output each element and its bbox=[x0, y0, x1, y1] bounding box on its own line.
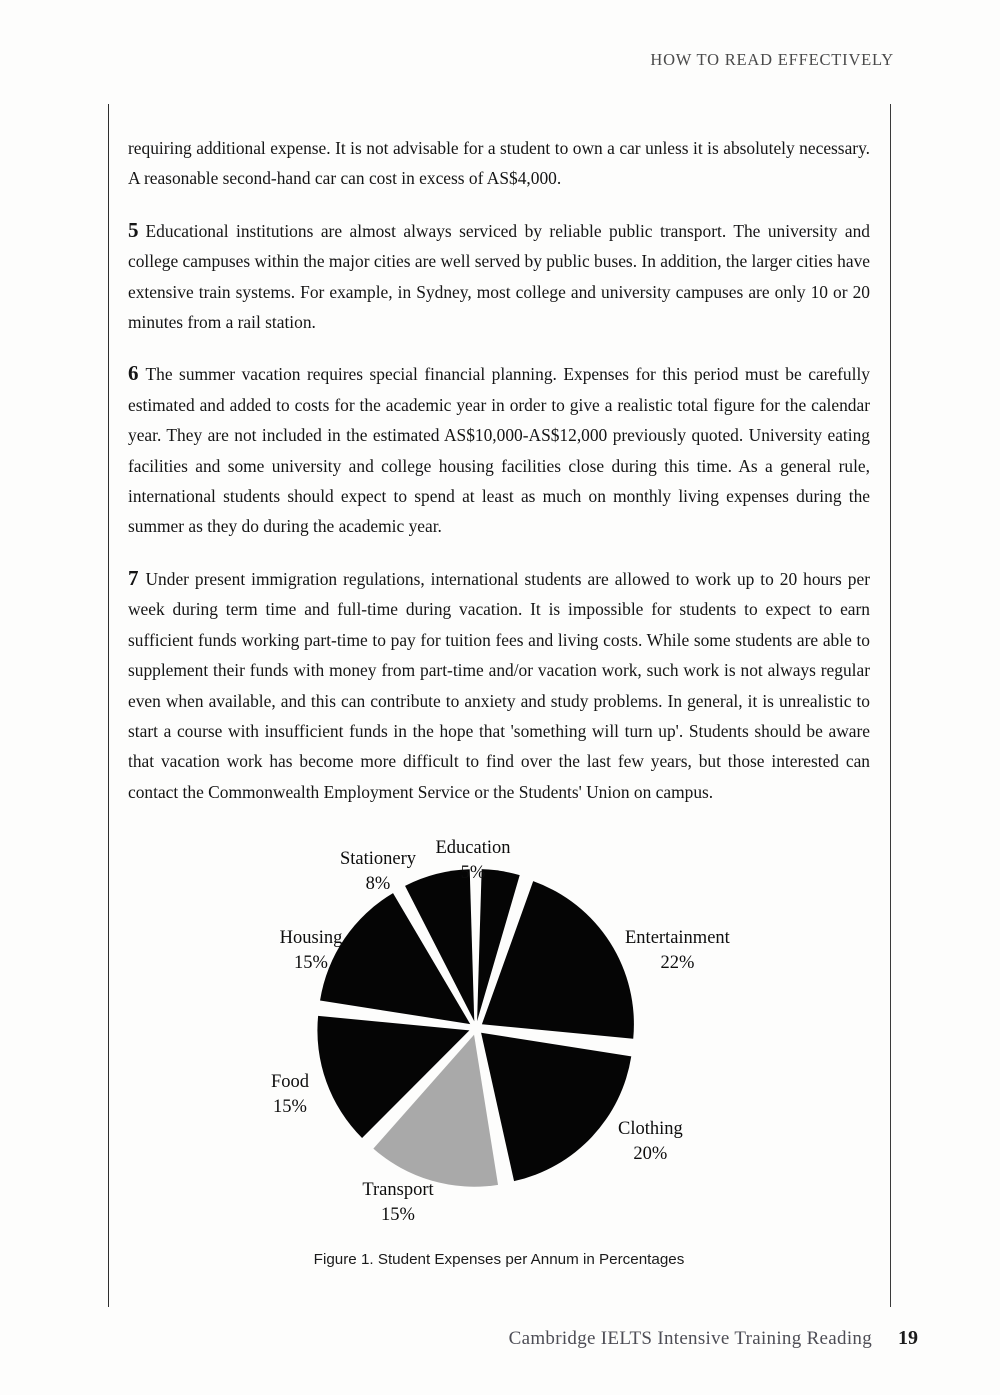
page-edge-rule-right bbox=[890, 104, 891, 1307]
paragraph-number: 7 bbox=[128, 565, 139, 590]
pie-label-name: Housing bbox=[279, 928, 343, 948]
body-text-column bbox=[128, 133, 870, 807]
page-footer bbox=[128, 1327, 918, 1350]
footer-book-title: Cambridge IELTS Intensive Training Reading bbox=[508, 1328, 872, 1349]
pie-label-entertainment bbox=[625, 926, 730, 976]
pie-label-education bbox=[435, 836, 510, 886]
paragraph-number: 6 bbox=[128, 361, 139, 386]
pie-label-value: 15% bbox=[381, 1205, 415, 1225]
body-paragraph-5 bbox=[128, 215, 870, 338]
pie-label-name: Food bbox=[270, 1072, 310, 1092]
paragraph-text: Under present immigration regulations, international students are allowed to work up to 20 hours per week during term time and full-time during vacation. It is impossible for students to expect to earn sufficient funds working part-time to pay for tuition fees and living costs. While some students are able to supplement their funds with money from part-time and/or vacation work, such work is not always regular even when available, and this can contribute to anxiety and study problems. In general, it is unrealistic to start a course with insufficient funds in the hope that 'something will turn up'. Students should be aware that vacation work has become more difficult to find over the last few years, but those interested can contact the Commonwealth Employment Service or the Students' Union on campus. bbox=[128, 568, 870, 802]
pie-label-value: 22% bbox=[660, 953, 695, 973]
pie-label-value: 8% bbox=[365, 874, 391, 894]
pie-label-food bbox=[271, 1070, 309, 1120]
pie-label-name: Entertainment bbox=[625, 928, 730, 948]
body-paragraph-7 bbox=[128, 563, 870, 807]
pie-chart bbox=[128, 826, 870, 1251]
figure-block bbox=[128, 826, 870, 1296]
pie-label-value: 15% bbox=[273, 1097, 307, 1117]
body-paragraph-continued bbox=[128, 133, 870, 194]
pie-label-value: 15% bbox=[294, 953, 328, 973]
pie-label-name: Clothing bbox=[618, 1119, 683, 1139]
footer-page-number: 19 bbox=[898, 1327, 918, 1349]
body-paragraph-6 bbox=[128, 358, 870, 541]
pie-label-name: Transport bbox=[362, 1180, 434, 1200]
pie-label-clothing bbox=[618, 1117, 683, 1167]
pie-label-name: Stationery bbox=[339, 849, 417, 869]
pie-label-name: Education bbox=[435, 838, 511, 858]
pie-label-value: 20% bbox=[633, 1144, 668, 1164]
pie-chart-svg bbox=[128, 826, 870, 1251]
paragraph-number: 5 bbox=[128, 217, 139, 242]
pie-label-value: 5% bbox=[460, 863, 486, 883]
running-head: HOW TO READ EFFECTIVELY bbox=[650, 50, 894, 69]
pie-label-stationery bbox=[340, 847, 416, 897]
page-edge-rule-left bbox=[108, 104, 109, 1307]
paragraph-text: Educational institutions are almost always serviced by reliable public transport. The university and college campuses within the major cities are well served by public buses. In addition, the larger cities have extensive train systems. For example, in Sydney, most college and university campuses are only 10 or 20 minutes from a rail station. bbox=[128, 220, 870, 333]
pie-slice-clothing bbox=[481, 1033, 631, 1181]
pie-label-housing bbox=[280, 926, 343, 976]
figure-caption: Figure 1. Student Expenses per Annum in Percentages bbox=[313, 1251, 685, 1268]
pie-label-transport bbox=[362, 1178, 433, 1228]
paragraph-text: requiring additional expense. It is not advisable for a student to own a car unless it is absolutely necessary. A reasonable second-hand car can cost in excess of AS$4,000. bbox=[128, 138, 870, 189]
paragraph-text: The summer vacation requires special financial planning. Expenses for this period must be carefully estimated and added to costs for the academic year in order to give a realistic total figure for the calendar year. They are not included in the estimated AS$10,000-AS$12,000 previously quoted. University eating facilities and some university and college housing facilities close during this time. As a general rule, international students should expect to spend at least as much on monthly living expenses during the summer as they do during the academic year. bbox=[128, 364, 870, 537]
